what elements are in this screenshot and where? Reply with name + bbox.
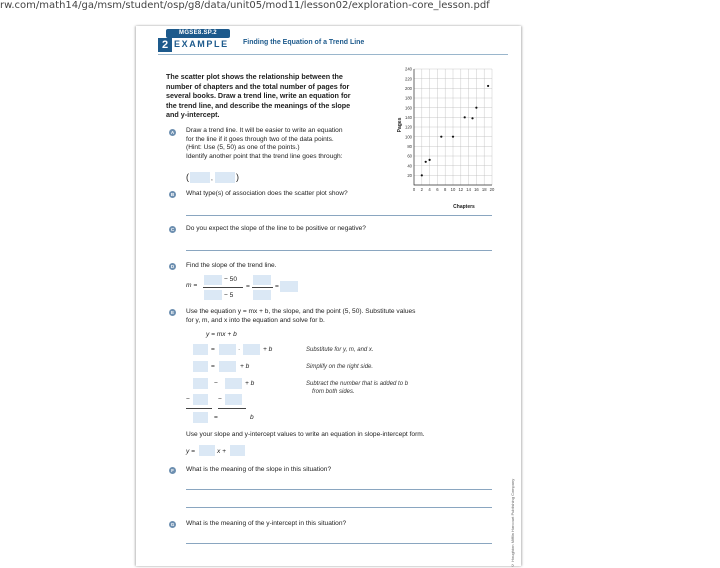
step4-result-input[interactable] — [193, 412, 208, 423]
x-tick-label: 6 — [436, 187, 439, 192]
part-e-line: for y, m, and x into the equation and solve for b. — [186, 316, 325, 324]
y-tick-label: 120 — [405, 124, 412, 130]
slope-numerator-tail: − 50 — [224, 276, 238, 283]
step3-hint — [306, 381, 408, 396]
slope-equals: = — [246, 283, 250, 290]
slope-simplified-den-input[interactable] — [253, 290, 271, 300]
step3-mid-minus: − — [218, 396, 222, 403]
x-tick-label: 2 — [420, 187, 423, 192]
slope-numerator-input[interactable] — [204, 275, 222, 285]
step1-m-input[interactable] — [219, 344, 236, 355]
part-b-badge: B — [170, 192, 175, 197]
equation-y-mx-b: y = mx + b — [206, 331, 237, 338]
final-slope-input[interactable] — [199, 445, 215, 456]
step4-equals: = — [214, 414, 218, 421]
final-intercept-input[interactable] — [230, 445, 245, 456]
x-tick-label: 12 — [458, 187, 464, 192]
part-a-line: Identify another point that the trend line goes through: — [186, 152, 343, 160]
step2-hint: Simplify on the right side. — [306, 364, 374, 370]
x-axis-label: Chapters — [453, 204, 475, 210]
chart-grid — [414, 69, 492, 185]
part-e-line: Use the equation y = mx + b, the slope, and the point (5, 50). Substitute values — [186, 308, 416, 315]
scatter-point — [452, 136, 454, 138]
example-label: EXAMPLE — [174, 39, 229, 49]
step2-right-input[interactable] — [219, 361, 236, 372]
intro-line: and y-intercept. — [166, 110, 220, 119]
pdf-page — [136, 26, 521, 566]
intro-paragraph — [166, 72, 371, 120]
part-g-badge: G — [170, 522, 175, 527]
step3-rule-left — [186, 408, 212, 409]
y-axis-label: Pages — [397, 117, 403, 133]
step2-left-input[interactable] — [193, 361, 208, 372]
intro-line: number of chapters and the total number of pages for — [166, 81, 350, 91]
part-c-badge: C — [170, 227, 175, 232]
slope-denominator-input[interactable] — [204, 290, 222, 300]
step3-hint-line: from both sides. — [312, 388, 355, 395]
y-tick-label: 160 — [405, 105, 412, 111]
step1-x-input[interactable] — [243, 344, 260, 355]
example-title: Finding the Equation of a Trend Line — [243, 39, 365, 46]
y-tick-label: 240 — [405, 66, 412, 72]
pdf-viewer — [0, 12, 720, 568]
intro-line: the trend line, and describe the meanings of the slope — [166, 100, 351, 110]
scatter-point — [475, 107, 477, 109]
part-a-line: (Hint: Use (5, 50) as one of the points.) — [186, 144, 300, 152]
step2-equals: = — [211, 363, 215, 370]
part-g-question: What is the meaning of the y-intercept in this situation? — [186, 520, 347, 527]
scatter-point — [429, 159, 431, 161]
part-f-question: What is the meaning of the slope in this situation? — [186, 466, 332, 473]
chart-points — [421, 85, 490, 177]
scatter-point — [487, 85, 489, 87]
point-x-input[interactable] — [190, 172, 210, 183]
step3-plus-b: + b — [245, 380, 255, 387]
part-f-answer-line-1[interactable] — [186, 489, 492, 490]
slope-result-input[interactable] — [280, 281, 298, 292]
part-a-comma: , — [211, 175, 213, 182]
step3-hint-line: Subtract the number that is added to b — [306, 381, 409, 387]
part-a-badge: A — [170, 130, 175, 135]
step3-minus: − — [214, 380, 218, 387]
scatter-point — [464, 116, 466, 118]
part-c-answer-line[interactable] — [186, 250, 492, 251]
part-a-text — [186, 127, 386, 161]
part-g-answer-line[interactable] — [186, 543, 492, 544]
step3-sub-right-input[interactable] — [225, 394, 242, 405]
slope-equals-2: = — [275, 283, 279, 290]
part-f-answer-line-2[interactable] — [186, 507, 492, 508]
intro-line: several books. Draw a trend line, write an equation for — [166, 91, 351, 100]
y-tick-label: 220 — [405, 76, 412, 82]
part-e-text — [186, 308, 486, 325]
x-tick-label: 16 — [474, 187, 479, 192]
step1-hint: Substitute for y, m, and x. — [306, 347, 374, 353]
slope-fraction-bar — [203, 287, 243, 288]
x-tick-label: 14 — [466, 187, 471, 192]
slope-simplified-bar — [252, 287, 273, 288]
final-x-plus: x + — [217, 448, 226, 455]
y-tick-label: 140 — [405, 114, 412, 120]
slope-simplified-num-input[interactable] — [253, 275, 271, 285]
copyright-note: © Houghton Mifflin Harcourt Publishing Company — [510, 478, 515, 568]
intro-line: The scatter plot shows the relationship between the — [166, 72, 343, 81]
part-a-paren-close: ) — [236, 172, 239, 182]
part-d-badge: D — [170, 264, 175, 269]
step4-b-label: b — [250, 414, 254, 421]
y-tick-label: 20 — [407, 172, 412, 178]
part-a-line: for the line if it goes through two of the data points. — [186, 135, 334, 143]
y-tick-label: 80 — [407, 143, 412, 149]
step1-y-input[interactable] — [193, 344, 208, 355]
chart-tick-labels — [405, 67, 495, 192]
slope-denominator-tail: − 5 — [224, 292, 234, 299]
y-tick-label: 100 — [405, 134, 412, 140]
step3-left-input[interactable] — [193, 378, 208, 389]
example-number: 2 — [158, 38, 172, 52]
scatter-point — [471, 117, 473, 119]
part-a-paren-open: ( — [186, 172, 189, 182]
y-tick-label: 200 — [405, 85, 412, 91]
x-tick-label: 4 — [428, 187, 431, 192]
address-bar[interactable]: rw.com/math14/ga/msm/student/osp/g8/data/unit05/mod11/lesson02/exploration-core_lesson.pdf — [0, 0, 720, 12]
step3-right-input[interactable] — [225, 378, 242, 389]
part-a-line: Draw a trend line. It will be easier to write an equation — [186, 127, 343, 134]
header-divider — [158, 54, 508, 55]
step2-plus-b: + b — [240, 363, 250, 370]
part-c-question: Do you expect the slope of the line to be positive or negative? — [186, 225, 366, 232]
x-tick-label: 20 — [489, 187, 495, 192]
x-tick-label: 0 — [412, 187, 416, 192]
scatter-point — [440, 136, 442, 138]
step3-rule-right — [218, 408, 246, 409]
standard-badge: MGSE8.SP.2 — [166, 29, 230, 38]
point-y-input[interactable] — [215, 172, 235, 183]
slope-m-label: m = — [186, 282, 198, 289]
x-tick-label: 10 — [450, 187, 456, 192]
part-b-answer-line[interactable] — [186, 215, 492, 216]
part-b-question: What type(s) of association does the scatter plot show? — [186, 190, 348, 197]
x-tick-label: 8 — [444, 187, 447, 192]
final-y-label: y = — [186, 448, 195, 455]
step1-times: · — [238, 346, 241, 353]
scatter-plot — [392, 63, 508, 213]
y-tick-label: 40 — [407, 163, 412, 169]
y-tick-label: 180 — [405, 95, 412, 101]
x-tick-label: 18 — [481, 187, 487, 192]
part-f-badge: F — [169, 467, 176, 474]
step1-plus-b: + b — [263, 346, 273, 353]
step3-left-minus: − — [186, 396, 190, 403]
scatter-point — [421, 174, 423, 176]
scatter-point — [425, 161, 427, 163]
part-e-final-text: Use your slope and y-intercept values to write an equation in slope-intercept form. — [186, 431, 425, 438]
y-tick-label: 60 — [407, 153, 412, 159]
step1-equals: = — [211, 346, 215, 353]
step3-sub-left-input[interactable] — [193, 394, 208, 405]
part-d-question: Find the slope of the trend line. — [186, 262, 277, 269]
part-e-badge: E — [170, 310, 175, 315]
